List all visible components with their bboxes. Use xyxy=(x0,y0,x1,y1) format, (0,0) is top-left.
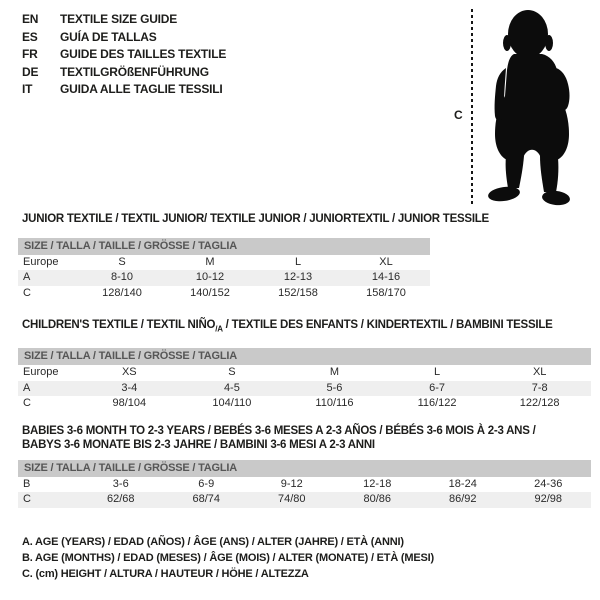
age-cell: 24-36 xyxy=(534,478,563,490)
table-row-height xyxy=(18,492,591,507)
section-title: JUNIOR TEXTILE / TEXTIL JUNIOR/ TEXTILE JUNIOR / JUNIORTEXTIL / JUNIOR TESSILE xyxy=(22,213,489,225)
size-header-bar: SIZE / TALLA / TAILLE / GRÖSSE / TAGLIA xyxy=(18,238,430,255)
section-title-line1: BABIES 3-6 MONTH TO 2-3 YEARS / BEBÉS 3-6 MESES A 2-3 AÑOS / BÉBÉS 3-6 MOIS À 2-3 ANS / xyxy=(22,425,536,437)
height-cell: 110/116 xyxy=(315,396,354,409)
height-cell: 62/68 xyxy=(106,493,135,506)
age-cell: 3-6 xyxy=(112,478,129,490)
table-row-europe xyxy=(18,255,430,270)
table-row-height xyxy=(18,286,430,301)
height-cell: 128/140 xyxy=(102,286,142,299)
row-label: Europe xyxy=(23,366,59,379)
size-cell: L xyxy=(434,366,441,379)
height-cell: 68/74 xyxy=(192,493,221,506)
height-cell: 74/80 xyxy=(277,493,306,506)
size-cell: M xyxy=(205,256,215,268)
height-cell: 80/86 xyxy=(363,493,392,506)
section-title xyxy=(22,318,591,336)
section-babies-textile xyxy=(18,424,591,508)
age-cell: 9-12 xyxy=(280,478,303,490)
height-cell: 122/128 xyxy=(519,396,560,409)
row-label: C xyxy=(23,396,31,409)
row-label: C xyxy=(23,286,31,299)
row-label: Europe xyxy=(23,256,59,268)
language-code: EN xyxy=(22,12,39,26)
age-cell: 5-6 xyxy=(326,381,343,394)
language-row-it xyxy=(22,81,226,99)
baby-silhouette-image xyxy=(484,6,594,208)
size-header-bar: SIZE / TALLA / TAILLE / GRÖSSE / TAGLIA xyxy=(18,348,591,365)
size-cell: M xyxy=(329,366,340,379)
height-cell: 140/152 xyxy=(190,286,230,299)
size-header-bar: SIZE / TALLA / TAILLE / GRÖSSE / TAGLIA xyxy=(18,460,591,477)
language-title: GUIDA ALLE TAGLIE TESSILI xyxy=(60,82,223,97)
language-list xyxy=(22,11,226,99)
section-title-post: / TEXTILE DES ENFANTS / KINDERTEXTIL / BAMBINI TESSILE xyxy=(222,319,553,331)
height-cell: 116/122 xyxy=(417,396,457,409)
size-cell: S xyxy=(228,366,236,379)
section-title-pre: CHILDREN'S TEXTILE / TEXTIL NIÑO xyxy=(22,319,216,331)
age-cell: 6-7 xyxy=(429,381,446,394)
age-cell: 10-12 xyxy=(195,271,225,284)
language-code: IT xyxy=(22,82,33,97)
height-cell: 98/104 xyxy=(112,396,147,409)
size-cell: XL xyxy=(379,256,393,268)
size-cell: S xyxy=(118,256,126,268)
height-cell: 152/158 xyxy=(278,286,318,299)
size-cell: XS xyxy=(121,366,137,379)
height-measure-dashed-line xyxy=(471,9,473,207)
footnote-b: B. AGE (MONTHS) / EDAD (MESES) / ÂGE (MOIS) / ALTER (MONATE) / ETÀ (MESI) xyxy=(22,551,434,564)
age-cell: 12-18 xyxy=(363,478,392,490)
age-cell: 4-5 xyxy=(223,381,240,394)
age-cell: 18-24 xyxy=(448,478,477,490)
table-row-age xyxy=(18,381,591,396)
table-row-age xyxy=(18,270,430,285)
age-cell: 14-16 xyxy=(371,271,401,284)
height-cell: 104/110 xyxy=(212,396,252,409)
height-cell: 92/98 xyxy=(534,493,563,506)
size-cell: L xyxy=(294,256,302,268)
row-label: A xyxy=(23,271,31,284)
section-title-subscript: /A xyxy=(215,324,223,334)
language-title: GUÍA DE TALLAS xyxy=(60,29,157,44)
language-row-de xyxy=(22,64,226,82)
table-row-age-months xyxy=(18,477,591,492)
section-childrens-textile xyxy=(18,318,591,411)
age-cell: 8-10 xyxy=(110,271,134,284)
language-code: DE xyxy=(22,64,39,79)
language-title: TEXTILE SIZE GUIDE xyxy=(60,12,178,26)
language-row-fr xyxy=(22,46,226,64)
size-cell: XL xyxy=(532,366,547,379)
footnote-a: A. AGE (YEARS) / EDAD (AÑOS) / ÂGE (ANS) / ALTER (JAHRE) / ETÀ (ANNI) xyxy=(22,536,404,548)
language-code: FR xyxy=(22,47,38,62)
language-title: GUIDE DES TAILLES TEXTILE xyxy=(60,47,227,62)
row-label: A xyxy=(23,381,31,394)
language-row-es xyxy=(22,29,226,47)
age-cell: 3-4 xyxy=(121,381,138,394)
age-cell: 7-8 xyxy=(531,381,548,394)
age-cell: 12-13 xyxy=(283,271,313,284)
table-row-height xyxy=(18,396,591,411)
height-cell: 158/170 xyxy=(366,286,406,299)
section-title-line2: BABYS 3-6 MONATE BIS 2-3 JAHRE / BAMBINI 3-6 MESI A 2-3 ANNI xyxy=(22,439,375,451)
height-measure-label: C xyxy=(454,108,463,122)
height-cell: 86/92 xyxy=(448,493,477,506)
language-row-en xyxy=(22,11,226,29)
language-code: ES xyxy=(22,29,38,44)
age-cell: 6-9 xyxy=(198,478,215,490)
footnote-c: C. (cm) HEIGHT / ALTURA / HAUTEUR / HÖHE / ALTEZZA xyxy=(22,567,309,580)
row-label: C xyxy=(23,493,31,506)
section-junior-textile xyxy=(18,212,489,301)
footnotes xyxy=(22,535,434,582)
row-label: B xyxy=(23,478,31,490)
language-title: TEXTILGRÖßENFÜHRUNG xyxy=(60,64,209,79)
table-row-europe xyxy=(18,365,591,380)
